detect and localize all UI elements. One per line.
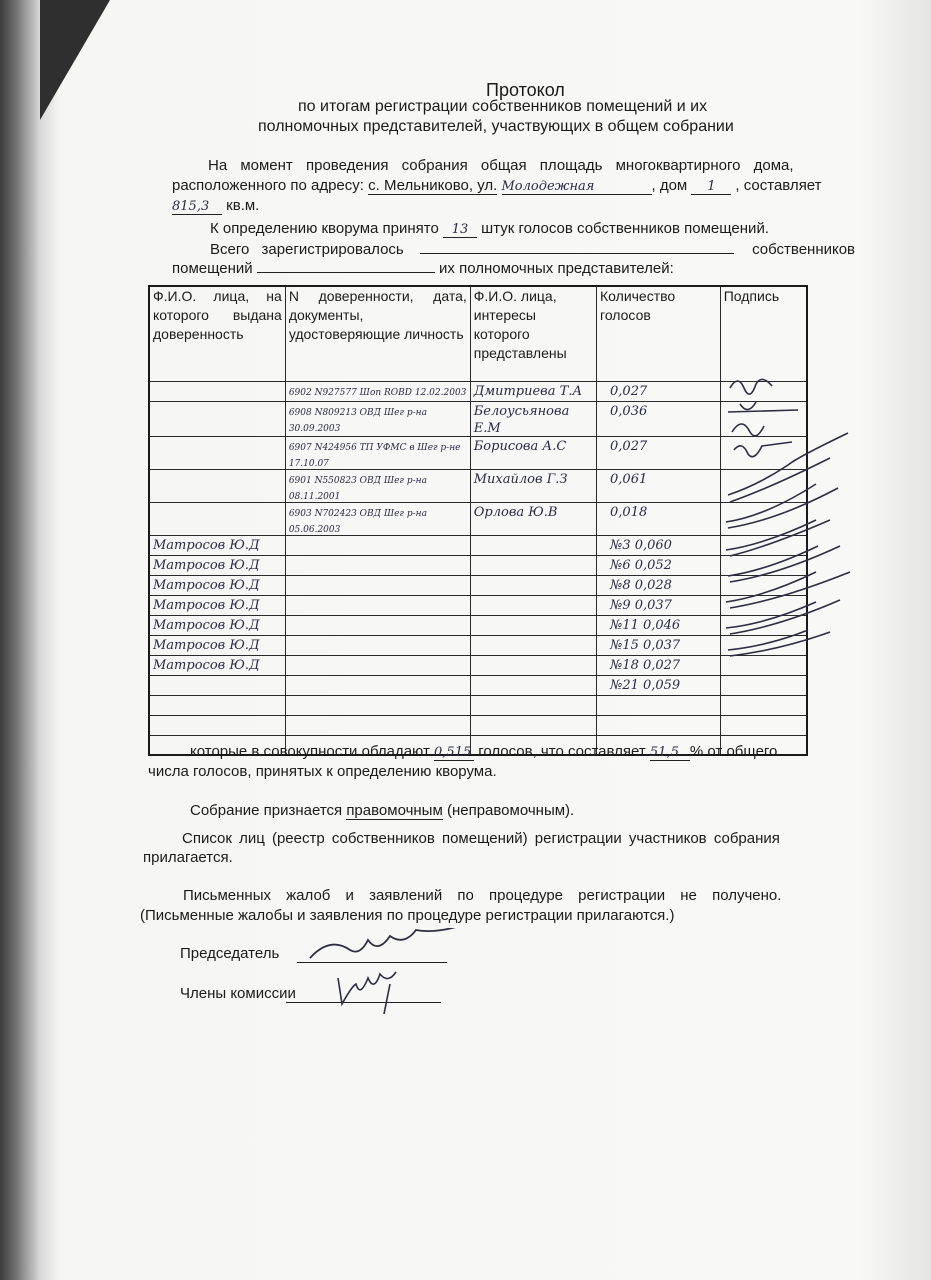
validity-value: правомочным [346,802,443,819]
signature-scribbles [720,370,860,660]
table-cell-c3 [470,675,596,695]
table-cell-c4 [597,535,721,555]
table-cell-c2 [285,715,470,735]
quorum-label: К определению кворума принято [210,220,439,237]
table-cell-c1 [149,575,285,595]
table-row [149,655,807,675]
cell-value: №8 0,028 [610,577,672,593]
cell-value: №15 0,037 [610,637,681,653]
totals-line1 [190,743,777,761]
header-text: Ф.И.О. лица, интересы которого представлены [473,288,567,361]
table-row [149,381,807,401]
cell-value [600,718,610,733]
registered-label: Всего зарегистрировалось [210,241,404,258]
table-cell-c4 [597,555,721,575]
header-proxy-doc [285,286,470,381]
scan-shadow [0,0,60,1280]
table-cell-c1 [149,436,285,469]
table-cell-c4 [597,469,721,502]
table-cell-c2 [285,595,470,615]
table-cell-c3 [470,469,596,502]
table-cell-c1 [149,635,285,655]
registered-line2 [172,260,674,277]
cell-value: Матросов Ю.Д [153,577,260,593]
table-cell-signature [720,695,807,715]
table-cell-c3 [470,381,596,401]
table-row [149,575,807,595]
table-cell-c1 [149,695,285,715]
street-name: Молодежная [502,179,652,195]
header-represented [470,286,596,381]
table-cell-c4 [597,695,721,715]
quorum-line [210,220,769,238]
table-cell-c2 [285,635,470,655]
total-area: 815,3 [172,199,222,215]
cell-value: 0,018 [610,504,648,520]
para1-end: , составляет [735,177,822,194]
registration-table [148,285,808,756]
table-cell-c2 [285,695,470,715]
table-cell-c2 [285,575,470,595]
address-village: с. Мельниково, ул. [368,177,498,194]
table-cell-c2 [285,675,470,695]
para1-line2 [172,177,880,195]
cell-value: Белоусьянова Е.М [473,403,570,436]
totals-mid: голосов, что составляет [478,743,646,760]
premises-label: помещений [172,260,253,277]
document-subtitle-2: полномочных представителей, участвующих в общем собрании [258,118,734,135]
table-cell-signature [720,675,807,695]
table-cell-c3 [470,401,596,436]
table-row [149,555,807,575]
cell-value: 0,061 [610,471,648,487]
table-cell-c3 [470,535,596,555]
table-cell-c1 [149,675,285,695]
header-proxy-name [149,286,285,381]
table-cell-c4 [597,595,721,615]
table-cell-c1 [149,535,285,555]
table-cell-c4 [597,655,721,675]
para1-line1: На момент проведения собрания общая площадь многоквартирного дома, [208,157,794,174]
table-cell-c4 [597,615,721,635]
table-row [149,535,807,555]
commission-signature [330,968,430,1018]
quorum-value: 13 [443,222,477,238]
cell-value: №18 0,027 [610,657,681,673]
cell-value: 6908 N809213 ОВД Шег р-на 30.09.2003 [288,407,427,434]
complaints-line1: Письменных жалоб и заявлений по процедуре регистрации не получено. [183,887,782,904]
header-text: Ф.И.О. лица, на которого выдана доверенность [153,288,282,342]
registered-blank [420,253,734,254]
cell-value: №6 0,052 [610,557,672,573]
table-header-row [149,286,807,381]
list-line2: прилагается. [143,849,233,866]
cell-value: Дмитриева Т.А [473,383,583,399]
cell-value: Матросов Ю.Д [153,657,260,673]
table-cell-c2 [285,502,470,535]
table-row [149,469,807,502]
table-cell-c1 [149,555,285,575]
table-cell-c2 [285,555,470,575]
table-row [149,635,807,655]
table-cell-c4 [597,436,721,469]
table-cell-c2 [285,535,470,555]
cell-value: №11 0,046 [610,617,681,633]
totals-line2: числа голосов, принятых к определению кворума. [148,763,497,780]
cell-value: Матросов Ю.Д [153,637,260,653]
table-cell-c1 [149,615,285,635]
table-cell-c3 [470,436,596,469]
validity-label: Собрание признается [190,802,347,819]
para1-line3 [172,197,259,215]
cell-value: Матросов Ю.Д [153,537,260,553]
table-cell-c3 [470,555,596,575]
cell-value: 0,036 [610,403,648,419]
validity-line [190,802,574,820]
table-cell-c4 [597,381,721,401]
address-label: расположенного по адресу: [172,177,369,194]
table-cell-c4 [597,675,721,695]
table-cell-c1 [149,655,285,675]
cell-value: №3 0,060 [610,537,672,553]
area-unit: кв.м. [226,197,260,214]
table-cell-signature [720,715,807,735]
table-cell-c1 [149,381,285,401]
cell-value: Борисова А.С [473,438,567,454]
cell-value [600,698,610,713]
total-votes: 0,515 [434,745,474,761]
table-row [149,615,807,635]
header-signature [720,286,807,381]
cell-value: 6902 N927577 Шоп ROBD 12.02.2003 [288,387,467,398]
total-percent: 51,5 [650,745,690,761]
premises-blank [257,272,435,273]
table-cell-c3 [470,615,596,635]
cell-value: Матросов Ю.Д [153,597,260,613]
validity-suffix: (неправомочным). [442,802,575,819]
table-cell-c2 [285,436,470,469]
table-cell-c2 [285,401,470,436]
cell-value: №9 0,037 [610,597,672,613]
table-cell-c3 [470,502,596,535]
registered-end: собственников [752,241,856,258]
table-cell-c1 [149,469,285,502]
cell-value: 6903 N702423 ОВД Шег р-на 05.06.2003 [288,508,427,535]
table-cell-c4 [597,575,721,595]
chairman-label: Председатель [180,945,280,962]
totals-label: которые в совокупности обладают [190,743,430,760]
commission-label: Члены комиссии [180,985,296,1002]
chairman-signature [300,928,480,968]
table-row [149,715,807,735]
cell-value: №21 0,059 [610,677,681,693]
cell-value: Матросов Ю.Д [153,557,260,573]
table-row [149,595,807,615]
table-row [149,695,807,715]
list-line1: Список лиц (реестр собственников помещений) регистрации участников собрания [182,830,780,847]
table-cell-c3 [470,655,596,675]
totals-suffix: % от общего [689,743,778,760]
table-row [149,502,807,535]
table-cell-c2 [285,381,470,401]
cell-value: 0,027 [610,438,648,454]
table-cell-c4 [597,502,721,535]
table-cell-c1 [149,502,285,535]
header-text: Подпись [723,288,780,304]
table-cell-c2 [285,615,470,635]
document-title: Протокол [486,80,565,100]
table-row [149,675,807,695]
table-cell-c2 [285,655,470,675]
table-cell-c1 [149,401,285,436]
table-cell-c4 [597,401,721,436]
header-votes [597,286,721,381]
header-text: Количество голосов [600,288,676,323]
table-cell-c1 [149,715,285,735]
cell-value: 0,027 [610,383,648,399]
table-cell-c3 [470,635,596,655]
table-cell-c4 [597,715,721,735]
table-cell-c3 [470,575,596,595]
table-row [149,401,807,436]
document-subtitle-1: по итогам регистрации собственников помещений и их [298,98,708,115]
table-cell-c4 [597,635,721,655]
table-cell-c3 [470,595,596,615]
complaints-line2: (Письменные жалобы и заявления по процедуре регистрации прилагаются.) [140,907,675,924]
house-number: 1 [691,179,731,195]
cell-value: Орлова Ю.В [473,504,558,520]
quorum-suffix: штук голосов собственников помещений. [481,220,769,237]
table-cell-c3 [470,715,596,735]
cell-value: Михайлов Г.З [473,471,568,487]
cell-value: Матросов Ю.Д [153,617,260,633]
representatives-label: их полномочных представителей: [439,260,674,277]
registered-line1 [210,241,880,258]
cell-value: 6907 N424956 ТП УФМС в Шег р-не 17.10.07 [288,442,461,469]
cell-value: 6901 N550823 ОВД Шег р-на 08.11.2001 [288,475,427,502]
table-cell-c3 [470,695,596,715]
table-row [149,436,807,469]
table-cell-c2 [285,469,470,502]
house-label: , дом [651,177,688,194]
header-text: N доверенности, дата, документы, удостоверяющие личность [288,288,467,342]
folded-corner [40,0,110,120]
table-cell-c1 [149,595,285,615]
